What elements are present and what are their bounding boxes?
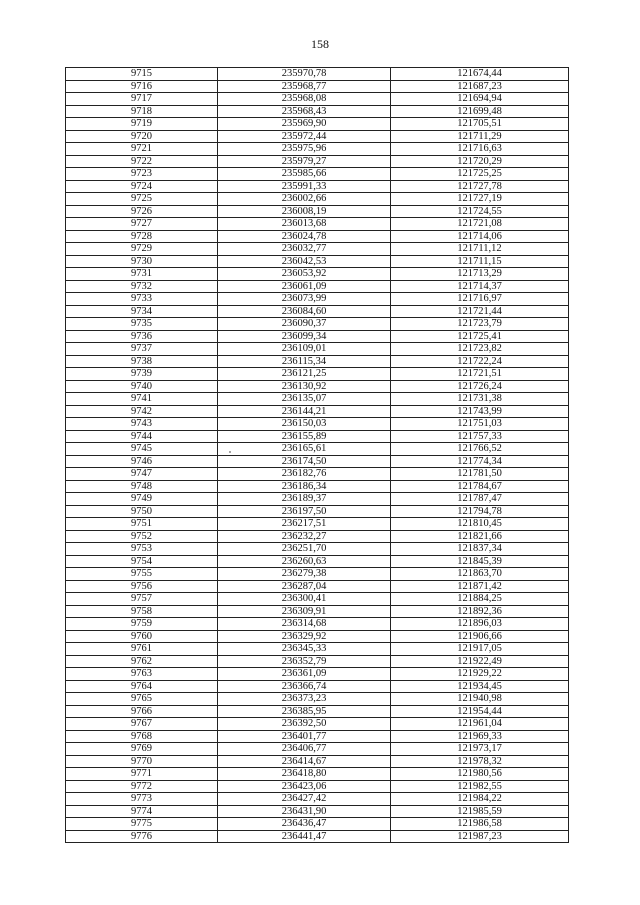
x-coordinate-cell: 236366,74 bbox=[218, 680, 391, 693]
table-row bbox=[66, 705, 569, 718]
table-row bbox=[66, 655, 569, 668]
point-number-cell: 9720 bbox=[66, 130, 218, 143]
x-coordinate-cell: 236373,23 bbox=[218, 693, 391, 706]
table-row bbox=[66, 805, 569, 818]
y-coordinate-cell: 121716,97 bbox=[391, 293, 569, 306]
y-coordinate-cell: 121766,52 bbox=[391, 443, 569, 456]
y-coordinate-cell: 121713,29 bbox=[391, 268, 569, 281]
table-row bbox=[66, 730, 569, 743]
x-coordinate-cell: 236002,66 bbox=[218, 193, 391, 206]
table-row bbox=[66, 518, 569, 531]
point-number-cell: 9761 bbox=[66, 643, 218, 656]
point-number-cell: 9764 bbox=[66, 680, 218, 693]
point-number-cell: 9753 bbox=[66, 543, 218, 556]
point-number-cell: 9758 bbox=[66, 605, 218, 618]
coordinates-table bbox=[65, 67, 569, 843]
y-coordinate-cell: 121961,04 bbox=[391, 718, 569, 731]
point-number-cell: 9765 bbox=[66, 693, 218, 706]
y-coordinate-cell: 121810,45 bbox=[391, 518, 569, 531]
y-coordinate-cell: 121871,42 bbox=[391, 580, 569, 593]
y-coordinate-cell: 121724,55 bbox=[391, 205, 569, 218]
coordinates-table-body bbox=[66, 68, 569, 843]
y-coordinate-cell: 121727,19 bbox=[391, 193, 569, 206]
table-row bbox=[66, 168, 569, 181]
table-row bbox=[66, 630, 569, 643]
x-coordinate-cell: 236352,79 bbox=[218, 655, 391, 668]
point-number-cell: 9730 bbox=[66, 255, 218, 268]
point-number-cell: 9735 bbox=[66, 318, 218, 331]
table-row bbox=[66, 555, 569, 568]
table-row bbox=[66, 268, 569, 281]
x-coordinate-cell: 236135,07 bbox=[218, 393, 391, 406]
point-number-cell: 9721 bbox=[66, 143, 218, 156]
table-row bbox=[66, 818, 569, 831]
table-row bbox=[66, 118, 569, 131]
point-number-cell: 9749 bbox=[66, 493, 218, 506]
point-number-cell: 9718 bbox=[66, 105, 218, 118]
point-number-cell: 9763 bbox=[66, 668, 218, 681]
point-number-cell: 9733 bbox=[66, 293, 218, 306]
y-coordinate-cell: 121794,78 bbox=[391, 505, 569, 518]
x-coordinate-cell: 236345,33 bbox=[218, 643, 391, 656]
table-row bbox=[66, 293, 569, 306]
y-coordinate-cell: 121716,63 bbox=[391, 143, 569, 156]
point-number-cell: 9742 bbox=[66, 405, 218, 418]
y-coordinate-cell: 121722,24 bbox=[391, 355, 569, 368]
y-coordinate-cell: 121781,50 bbox=[391, 468, 569, 481]
y-coordinate-cell: 121784,67 bbox=[391, 480, 569, 493]
y-coordinate-cell: 121721,51 bbox=[391, 368, 569, 381]
y-coordinate-cell: 121699,48 bbox=[391, 105, 569, 118]
point-number-cell: 9774 bbox=[66, 805, 218, 818]
point-number-cell: 9723 bbox=[66, 168, 218, 181]
table-row bbox=[66, 643, 569, 656]
y-coordinate-cell: 121711,29 bbox=[391, 130, 569, 143]
table-row bbox=[66, 343, 569, 356]
table-row bbox=[66, 155, 569, 168]
table-row bbox=[66, 793, 569, 806]
y-coordinate-cell: 121714,06 bbox=[391, 230, 569, 243]
y-coordinate-cell: 121896,03 bbox=[391, 618, 569, 631]
point-number-cell: 9719 bbox=[66, 118, 218, 131]
y-coordinate-cell: 121723,79 bbox=[391, 318, 569, 331]
x-coordinate-cell: 235979,27 bbox=[218, 155, 391, 168]
x-coordinate-cell: 236251,70 bbox=[218, 543, 391, 556]
x-coordinate-cell: 235991,33 bbox=[218, 180, 391, 193]
x-coordinate-cell: 236217,51 bbox=[218, 518, 391, 531]
point-number-cell: 9769 bbox=[66, 743, 218, 756]
x-coordinate-cell: 236287,04 bbox=[218, 580, 391, 593]
y-coordinate-cell: 121922,49 bbox=[391, 655, 569, 668]
y-coordinate-cell: 121906,66 bbox=[391, 630, 569, 643]
y-coordinate-cell: 121787,47 bbox=[391, 493, 569, 506]
table-row bbox=[66, 755, 569, 768]
y-coordinate-cell: 121969,33 bbox=[391, 730, 569, 743]
x-coordinate-cell: 236084,60 bbox=[218, 305, 391, 318]
y-coordinate-cell: 121751,03 bbox=[391, 418, 569, 431]
point-number-cell: 9766 bbox=[66, 705, 218, 718]
y-coordinate-cell: 121892,36 bbox=[391, 605, 569, 618]
x-coordinate-cell: 235968,77 bbox=[218, 80, 391, 93]
y-coordinate-cell: 121863,70 bbox=[391, 568, 569, 581]
point-number-cell: 9762 bbox=[66, 655, 218, 668]
table-row bbox=[66, 68, 569, 81]
y-coordinate-cell: 121725,41 bbox=[391, 330, 569, 343]
table-row bbox=[66, 280, 569, 293]
x-coordinate-cell: 236130,92 bbox=[218, 380, 391, 393]
table-row bbox=[66, 143, 569, 156]
table-row bbox=[66, 105, 569, 118]
y-coordinate-cell: 121837,34 bbox=[391, 543, 569, 556]
point-number-cell: 9734 bbox=[66, 305, 218, 318]
x-coordinate-cell: 236174,50 bbox=[218, 455, 391, 468]
table-row bbox=[66, 455, 569, 468]
x-coordinate-cell: 236186,34 bbox=[218, 480, 391, 493]
x-coordinate-cell: 236431,90 bbox=[218, 805, 391, 818]
point-number-cell: 9740 bbox=[66, 380, 218, 393]
x-coordinate-cell: 236042,53 bbox=[218, 255, 391, 268]
x-coordinate-cell: 235968,43 bbox=[218, 105, 391, 118]
point-number-cell: 9724 bbox=[66, 180, 218, 193]
table-row bbox=[66, 430, 569, 443]
x-coordinate-cell: 236189,37 bbox=[218, 493, 391, 506]
x-coordinate-cell: 236401,77 bbox=[218, 730, 391, 743]
x-coordinate-cell: 235972,44 bbox=[218, 130, 391, 143]
x-coordinate-cell: 236309,91 bbox=[218, 605, 391, 618]
point-number-cell: 9754 bbox=[66, 555, 218, 568]
point-number-cell: 9739 bbox=[66, 368, 218, 381]
table-row bbox=[66, 568, 569, 581]
y-coordinate-cell: 121714,37 bbox=[391, 280, 569, 293]
table-row bbox=[66, 443, 569, 456]
x-coordinate-cell: 236385,95 bbox=[218, 705, 391, 718]
table-row bbox=[66, 468, 569, 481]
y-coordinate-cell: 121720,29 bbox=[391, 155, 569, 168]
table-row bbox=[66, 693, 569, 706]
x-coordinate-cell: 235975,96 bbox=[218, 143, 391, 156]
x-coordinate-cell: 236279,38 bbox=[218, 568, 391, 581]
point-number-cell: 9738 bbox=[66, 355, 218, 368]
x-coordinate-cell: 236427,42 bbox=[218, 793, 391, 806]
x-coordinate-cell: 235970,78 bbox=[218, 68, 391, 81]
x-coordinate-cell: 236423,06 bbox=[218, 780, 391, 793]
table-row bbox=[66, 580, 569, 593]
x-coordinate-cell: 236109,01 bbox=[218, 343, 391, 356]
y-coordinate-cell: 121984,22 bbox=[391, 793, 569, 806]
y-coordinate-cell: 121694,94 bbox=[391, 93, 569, 106]
x-coordinate-cell: 236013,68 bbox=[218, 218, 391, 231]
table-row bbox=[66, 493, 569, 506]
table-row bbox=[66, 480, 569, 493]
y-coordinate-cell: 121743,99 bbox=[391, 405, 569, 418]
table-row bbox=[66, 380, 569, 393]
point-number-cell: 9728 bbox=[66, 230, 218, 243]
point-number-cell: 9757 bbox=[66, 593, 218, 606]
y-coordinate-cell: 121884,25 bbox=[391, 593, 569, 606]
y-coordinate-cell: 121723,82 bbox=[391, 343, 569, 356]
table-row bbox=[66, 355, 569, 368]
table-row bbox=[66, 680, 569, 693]
table-row bbox=[66, 668, 569, 681]
table-row bbox=[66, 743, 569, 756]
x-coordinate-cell: 236300,41 bbox=[218, 593, 391, 606]
y-coordinate-cell: 121727,78 bbox=[391, 180, 569, 193]
table-row bbox=[66, 618, 569, 631]
y-coordinate-cell: 121687,23 bbox=[391, 80, 569, 93]
y-coordinate-cell: 121980,56 bbox=[391, 768, 569, 781]
table-row bbox=[66, 205, 569, 218]
x-coordinate-cell: 236314,68 bbox=[218, 618, 391, 631]
table-row bbox=[66, 780, 569, 793]
y-coordinate-cell: 121731,38 bbox=[391, 393, 569, 406]
y-coordinate-cell: 121705,51 bbox=[391, 118, 569, 131]
x-coordinate-cell: 236418,80 bbox=[218, 768, 391, 781]
scan-speck bbox=[229, 451, 231, 453]
y-coordinate-cell: 121934,45 bbox=[391, 680, 569, 693]
point-number-cell: 9715 bbox=[66, 68, 218, 81]
y-coordinate-cell: 121721,08 bbox=[391, 218, 569, 231]
point-number-cell: 9760 bbox=[66, 630, 218, 643]
y-coordinate-cell: 121978,32 bbox=[391, 755, 569, 768]
table-row bbox=[66, 193, 569, 206]
point-number-cell: 9770 bbox=[66, 755, 218, 768]
x-coordinate-cell: 236155,89 bbox=[218, 430, 391, 443]
x-coordinate-cell: 236361,09 bbox=[218, 668, 391, 681]
point-number-cell: 9722 bbox=[66, 155, 218, 168]
table-row bbox=[66, 180, 569, 193]
point-number-cell: 9729 bbox=[66, 243, 218, 256]
table-row bbox=[66, 718, 569, 731]
y-coordinate-cell: 121757,33 bbox=[391, 430, 569, 443]
y-coordinate-cell: 121929,22 bbox=[391, 668, 569, 681]
point-number-cell: 9751 bbox=[66, 518, 218, 531]
point-number-cell: 9750 bbox=[66, 505, 218, 518]
table-row bbox=[66, 93, 569, 106]
point-number-cell: 9768 bbox=[66, 730, 218, 743]
table-row bbox=[66, 368, 569, 381]
x-coordinate-cell: 235969,90 bbox=[218, 118, 391, 131]
point-number-cell: 9717 bbox=[66, 93, 218, 106]
y-coordinate-cell: 121674,44 bbox=[391, 68, 569, 81]
x-coordinate-cell: 236144,21 bbox=[218, 405, 391, 418]
point-number-cell: 9767 bbox=[66, 718, 218, 731]
y-coordinate-cell: 121845,39 bbox=[391, 555, 569, 568]
x-coordinate-cell: 236165,61 bbox=[218, 443, 391, 456]
point-number-cell: 9737 bbox=[66, 343, 218, 356]
point-number-cell: 9776 bbox=[66, 830, 218, 843]
x-coordinate-cell: 236197,50 bbox=[218, 505, 391, 518]
table-row bbox=[66, 393, 569, 406]
table-row bbox=[66, 505, 569, 518]
point-number-cell: 9716 bbox=[66, 80, 218, 93]
x-coordinate-cell: 236073,99 bbox=[218, 293, 391, 306]
x-coordinate-cell: 235985,66 bbox=[218, 168, 391, 181]
point-number-cell: 9725 bbox=[66, 193, 218, 206]
y-coordinate-cell: 121821,66 bbox=[391, 530, 569, 543]
table-row bbox=[66, 543, 569, 556]
point-number-cell: 9775 bbox=[66, 818, 218, 831]
table-row bbox=[66, 830, 569, 843]
x-coordinate-cell: 236061,09 bbox=[218, 280, 391, 293]
point-number-cell: 9747 bbox=[66, 468, 218, 481]
x-coordinate-cell: 236115,34 bbox=[218, 355, 391, 368]
x-coordinate-cell: 235968,08 bbox=[218, 93, 391, 106]
y-coordinate-cell: 121973,17 bbox=[391, 743, 569, 756]
x-coordinate-cell: 236032,77 bbox=[218, 243, 391, 256]
x-coordinate-cell: 236008,19 bbox=[218, 205, 391, 218]
x-coordinate-cell: 236099,34 bbox=[218, 330, 391, 343]
y-coordinate-cell: 121721,44 bbox=[391, 305, 569, 318]
x-coordinate-cell: 236150,03 bbox=[218, 418, 391, 431]
point-number-cell: 9772 bbox=[66, 780, 218, 793]
y-coordinate-cell: 121982,55 bbox=[391, 780, 569, 793]
point-number-cell: 9752 bbox=[66, 530, 218, 543]
table-row bbox=[66, 330, 569, 343]
y-coordinate-cell: 121711,12 bbox=[391, 243, 569, 256]
table-row bbox=[66, 530, 569, 543]
point-number-cell: 9748 bbox=[66, 480, 218, 493]
table-row bbox=[66, 768, 569, 781]
x-coordinate-cell: 236182,76 bbox=[218, 468, 391, 481]
y-coordinate-cell: 121726,24 bbox=[391, 380, 569, 393]
point-number-cell: 9744 bbox=[66, 430, 218, 443]
x-coordinate-cell: 236121,25 bbox=[218, 368, 391, 381]
point-number-cell: 9771 bbox=[66, 768, 218, 781]
point-number-cell: 9755 bbox=[66, 568, 218, 581]
table-row bbox=[66, 230, 569, 243]
table-row bbox=[66, 243, 569, 256]
y-coordinate-cell: 121940,98 bbox=[391, 693, 569, 706]
table-row bbox=[66, 318, 569, 331]
x-coordinate-cell: 236090,37 bbox=[218, 318, 391, 331]
page-number: 158 bbox=[311, 37, 329, 51]
y-coordinate-cell: 121774,34 bbox=[391, 455, 569, 468]
table-row bbox=[66, 305, 569, 318]
table-row bbox=[66, 80, 569, 93]
x-coordinate-cell: 236329,92 bbox=[218, 630, 391, 643]
x-coordinate-cell: 236436,47 bbox=[218, 818, 391, 831]
y-coordinate-cell: 121725,25 bbox=[391, 168, 569, 181]
x-coordinate-cell: 236406,77 bbox=[218, 743, 391, 756]
y-coordinate-cell: 121987,23 bbox=[391, 830, 569, 843]
table-row bbox=[66, 418, 569, 431]
x-coordinate-cell: 236441,47 bbox=[218, 830, 391, 843]
table-row bbox=[66, 593, 569, 606]
y-coordinate-cell: 121954,44 bbox=[391, 705, 569, 718]
y-coordinate-cell: 121985,59 bbox=[391, 805, 569, 818]
x-coordinate-cell: 236053,92 bbox=[218, 268, 391, 281]
point-number-cell: 9746 bbox=[66, 455, 218, 468]
x-coordinate-cell: 236024,78 bbox=[218, 230, 391, 243]
x-coordinate-cell: 236414,67 bbox=[218, 755, 391, 768]
y-coordinate-cell: 121711,15 bbox=[391, 255, 569, 268]
point-number-cell: 9741 bbox=[66, 393, 218, 406]
point-number-cell: 9743 bbox=[66, 418, 218, 431]
point-number-cell: 9736 bbox=[66, 330, 218, 343]
table-row bbox=[66, 605, 569, 618]
table-row bbox=[66, 405, 569, 418]
point-number-cell: 9732 bbox=[66, 280, 218, 293]
point-number-cell: 9731 bbox=[66, 268, 218, 281]
y-coordinate-cell: 121986,58 bbox=[391, 818, 569, 831]
y-coordinate-cell: 121917,05 bbox=[391, 643, 569, 656]
x-coordinate-cell: 236392,50 bbox=[218, 718, 391, 731]
table-row bbox=[66, 255, 569, 268]
x-coordinate-cell: 236260,63 bbox=[218, 555, 391, 568]
point-number-cell: 9773 bbox=[66, 793, 218, 806]
point-number-cell: 9726 bbox=[66, 205, 218, 218]
point-number-cell: 9759 bbox=[66, 618, 218, 631]
point-number-cell: 9756 bbox=[66, 580, 218, 593]
point-number-cell: 9727 bbox=[66, 218, 218, 231]
x-coordinate-cell: 236232,27 bbox=[218, 530, 391, 543]
table-row bbox=[66, 130, 569, 143]
point-number-cell: 9745 bbox=[66, 443, 218, 456]
table-row bbox=[66, 218, 569, 231]
